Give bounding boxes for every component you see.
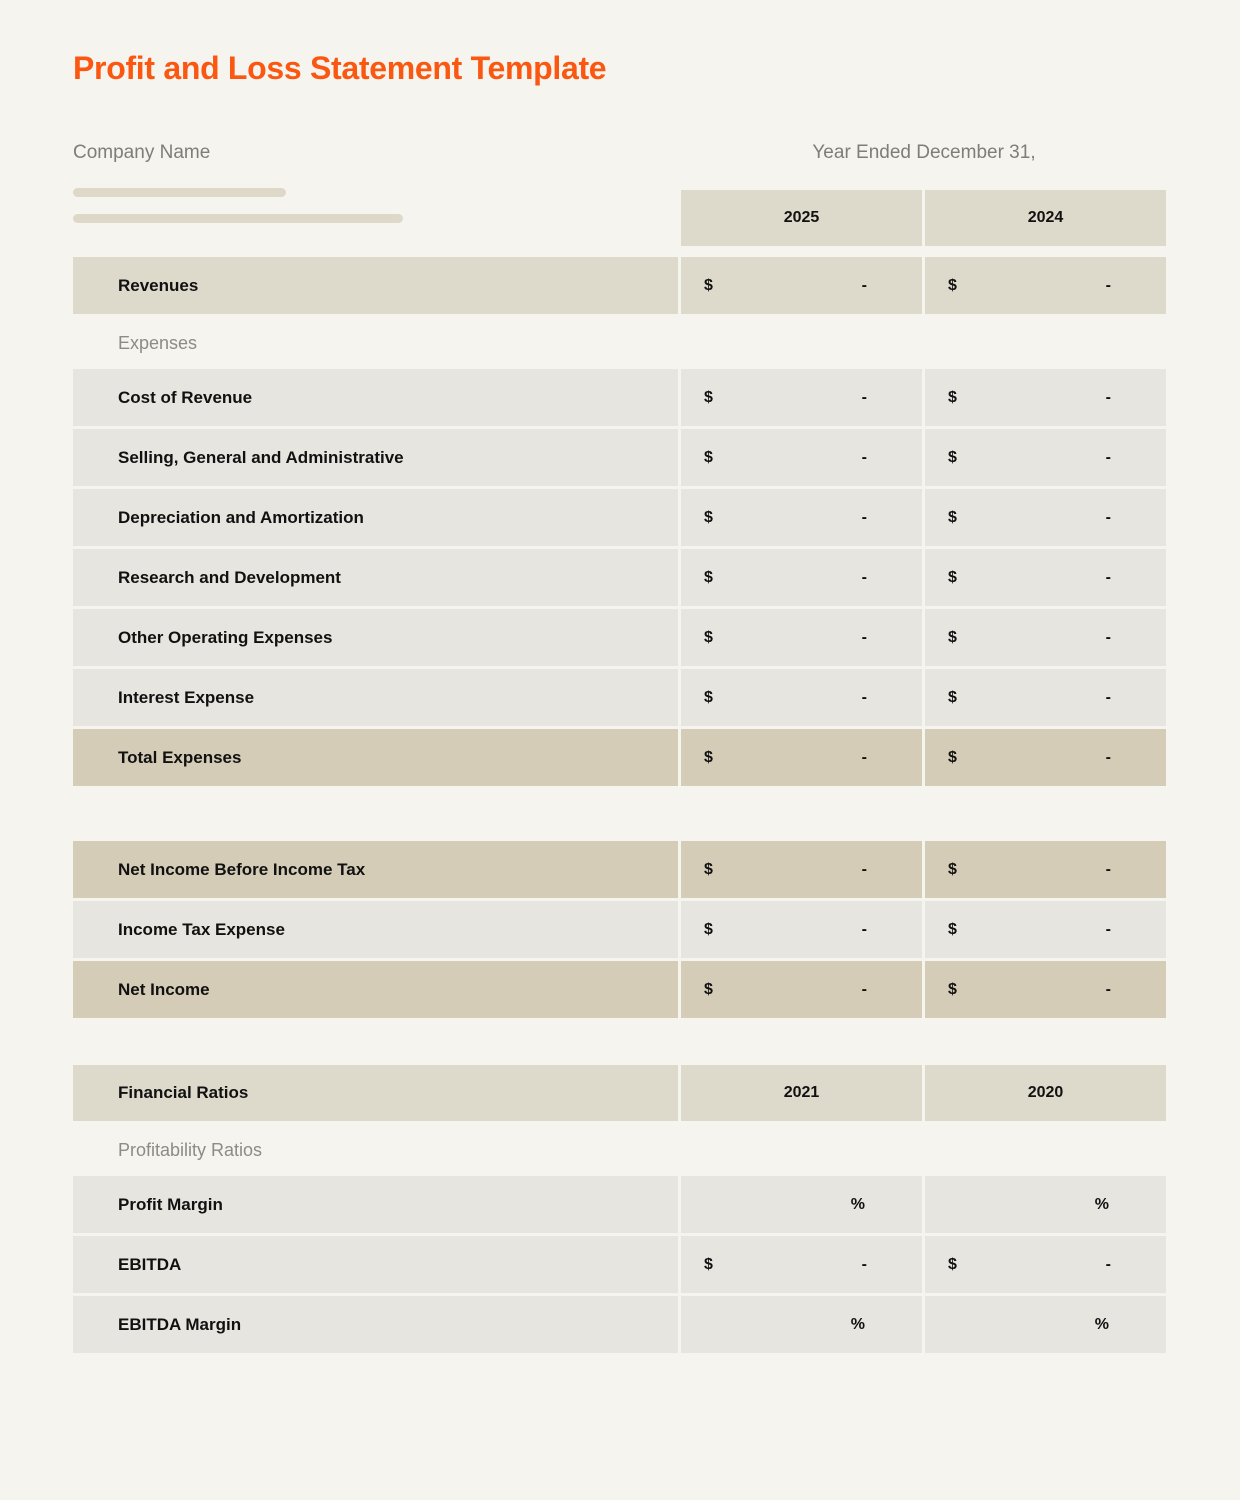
table-row-revenues[interactable] [73,257,1167,314]
value-amount: - [861,508,867,526]
currency-symbol: $ [948,860,957,878]
value-amount: - [1105,860,1111,878]
currency-symbol: $ [948,1255,957,1273]
row-label-income-tax-expense: Income Tax Expense [73,901,678,958]
currency-symbol: $ [948,628,957,646]
value-amount: - [1105,1255,1111,1273]
value-amount: % [850,1195,865,1213]
depreciation-2025-cell[interactable] [681,489,922,546]
currency-symbol: $ [704,860,713,878]
row-label-ebitda-margin: EBITDA Margin [73,1296,678,1353]
currency-symbol: $ [948,448,957,466]
column-header-row [73,190,1167,246]
value-amount: - [1105,688,1111,706]
other-operating-2024-cell[interactable] [925,609,1166,666]
table-row-research-development[interactable] [73,549,1167,606]
cost-of-revenue-2025-cell[interactable] [681,369,922,426]
row-label-net-income: Net Income [73,961,678,1018]
value-amount: % [1094,1195,1109,1213]
value-amount: - [1105,448,1111,466]
column-header-2024-label: 2024 [1027,209,1064,226]
statement-table [73,190,1167,1356]
value-amount: - [861,860,867,878]
currency-symbol: $ [948,388,957,406]
page-title: Profit and Loss Statement Template [73,50,607,86]
currency-symbol: $ [704,1255,713,1273]
financial-ratios-title: Financial Ratios [73,1065,678,1121]
spacer [73,249,1167,257]
total-expenses-2024-cell[interactable] [925,729,1166,786]
table-row-interest-expense[interactable] [73,669,1167,726]
currency-symbol: $ [704,448,713,466]
value-amount: - [1105,508,1111,526]
interest-2025-cell[interactable] [681,669,922,726]
row-label-interest-expense: Interest Expense [73,669,678,726]
column-header-2025 [681,190,922,246]
sga-2024-cell[interactable] [925,429,1166,486]
ebitda-2021-cell[interactable] [681,1236,922,1293]
row-label-depreciation-amortization: Depreciation and Amortization [73,489,678,546]
table-row-profit-margin[interactable] [73,1176,1167,1233]
total-expenses-2025-cell[interactable] [681,729,922,786]
value-amount: - [861,920,867,938]
income-tax-2025-cell[interactable] [681,901,922,958]
value-amount: - [861,1255,867,1273]
row-label-ebitda: EBITDA [73,1236,678,1293]
net-income-before-tax-2024-cell[interactable] [925,841,1166,898]
table-row-sga[interactable] [73,429,1167,486]
cost-of-revenue-2024-cell[interactable] [925,369,1166,426]
interest-2024-cell[interactable] [925,669,1166,726]
currency-symbol: $ [948,276,957,294]
currency-symbol: $ [704,388,713,406]
section-label-profitability-ratios: Profitability Ratios [118,1139,263,1160]
value-amount: - [1105,388,1111,406]
value-amount: - [1105,980,1111,998]
currency-symbol: $ [704,628,713,646]
row-label-cost-of-revenue: Cost of Revenue [73,369,678,426]
currency-symbol: $ [704,920,713,938]
row-label-research-development: Research and Development [73,549,678,606]
currency-symbol: $ [948,568,957,586]
value-amount: - [861,688,867,706]
row-label-sga: Selling, General and Administrative [73,429,678,486]
value-amount: - [1105,568,1111,586]
currency-symbol: $ [948,920,957,938]
table-row-other-operating-expenses[interactable] [73,609,1167,666]
currency-symbol: $ [948,508,957,526]
column-header-2025-label: 2025 [783,209,820,226]
company-name-label: Company Name [73,142,211,163]
row-label-total-expenses: Total Expenses [73,729,678,786]
value-amount: % [850,1315,865,1333]
profit-margin-2021-cell[interactable] [681,1176,922,1233]
net-income-before-tax-2025-cell[interactable] [681,841,922,898]
value-amount: - [861,448,867,466]
currency-symbol: $ [704,748,713,766]
table-row-ebitda[interactable] [73,1236,1167,1293]
spacer [73,1021,1167,1065]
value-amount: - [861,628,867,646]
row-label-net-income-before-tax: Net Income Before Income Tax [73,841,678,898]
currency-symbol: $ [704,276,713,294]
value-amount: - [1105,276,1111,294]
depreciation-2024-cell[interactable] [925,489,1166,546]
section-label-expenses: Expenses [118,332,198,353]
table-row-total-expenses[interactable] [73,729,1167,786]
ebitda-margin-2020-cell[interactable] [925,1296,1166,1353]
column-header-2024 [925,190,1166,246]
net-income-2025-cell[interactable] [681,961,922,1018]
spacer [73,789,1167,841]
income-tax-2024-cell[interactable] [925,901,1166,958]
research-2025-cell[interactable] [681,549,922,606]
currency-symbol: $ [948,980,957,998]
currency-symbol: $ [704,508,713,526]
table-row-net-income-before-tax[interactable] [73,841,1167,898]
currency-symbol: $ [704,568,713,586]
row-label-profit-margin: Profit Margin [73,1176,678,1233]
currency-symbol: $ [704,688,713,706]
value-amount: - [1105,748,1111,766]
row-label-other-operating-expenses: Other Operating Expenses [73,609,678,666]
net-income-2024-cell[interactable] [925,961,1166,1018]
currency-symbol: $ [948,748,957,766]
value-amount: - [1105,920,1111,938]
value-amount: - [861,276,867,294]
financial-ratios-header-row [73,1065,1167,1121]
research-2024-cell[interactable] [925,549,1166,606]
value-amount: - [1105,628,1111,646]
ratios-column-header-2021 [681,1065,922,1121]
revenues-2025-cell[interactable] [681,257,922,314]
revenues-2024-cell[interactable] [925,257,1166,314]
table-row-depreciation-amortization[interactable] [73,489,1167,546]
value-amount: % [1094,1315,1109,1333]
ratios-column-header-2020-label: 2020 [1027,1084,1064,1101]
sga-2025-cell[interactable] [681,429,922,486]
table-row-cost-of-revenue[interactable] [73,369,1167,426]
currency-symbol: $ [948,688,957,706]
currency-symbol: $ [704,980,713,998]
profit-margin-2020-cell[interactable] [925,1176,1166,1233]
period-label: Year Ended December 31, [812,142,1036,163]
value-amount: - [861,748,867,766]
table-row-ebitda-margin[interactable] [73,1296,1167,1353]
ratios-column-header-2020 [925,1065,1166,1121]
table-row-income-tax-expense[interactable] [73,901,1167,958]
ebitda-2020-cell[interactable] [925,1236,1166,1293]
column-header-spacer [73,190,678,246]
value-amount: - [861,388,867,406]
value-amount: - [861,980,867,998]
table-row-net-income[interactable] [73,961,1167,1018]
value-amount: - [861,568,867,586]
row-label-revenues: Revenues [73,257,678,314]
ebitda-margin-2021-cell[interactable] [681,1296,922,1353]
ratios-column-header-2021-label: 2021 [783,1084,820,1101]
other-operating-2025-cell[interactable] [681,609,922,666]
